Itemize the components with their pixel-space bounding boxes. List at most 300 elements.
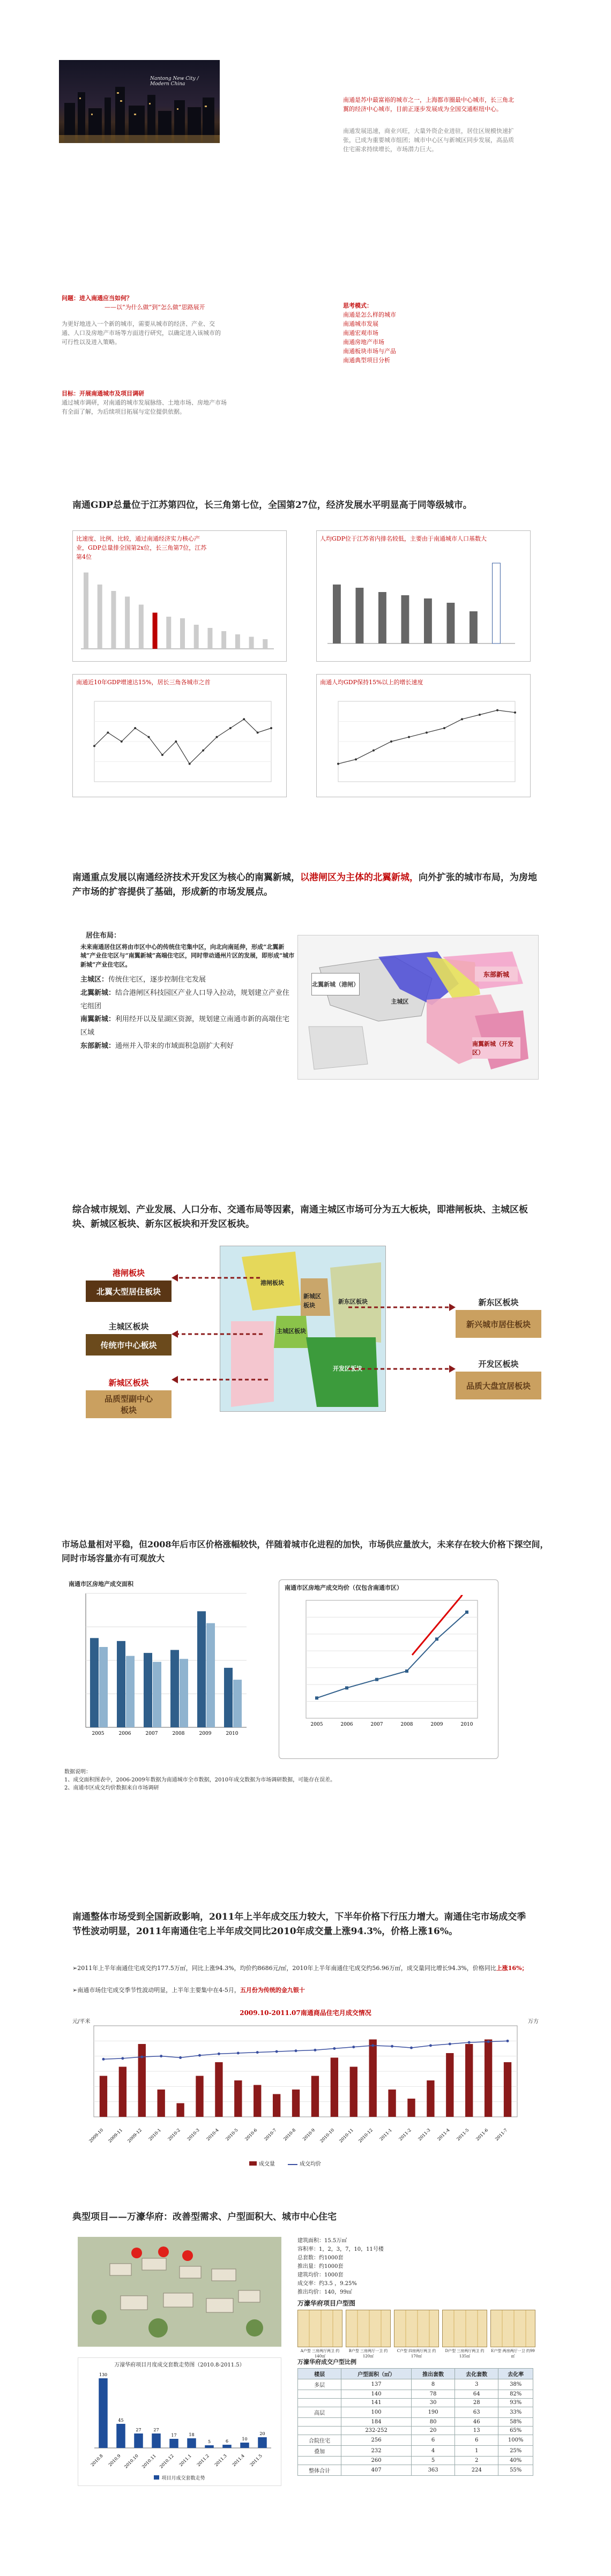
x-tick-label: 2010-9 [302,2128,316,2142]
x-tick-label: 2011.4 [231,2453,245,2468]
city-skyline-graphic [59,60,220,143]
info-line: 总套数：约1000套 [297,2255,344,2261]
table-cell: 28 [455,2399,498,2407]
bar [470,611,478,643]
price-point [256,2051,259,2054]
table-cell: 叠加 [298,2446,341,2457]
floor-plan-graphic [394,2310,439,2347]
bar [125,597,130,649]
table-cell: 256 [341,2435,412,2446]
table-cell [298,2427,341,2435]
live-title: 居住布局： [86,932,121,940]
table-row [298,2427,533,2435]
table-row [298,2446,533,2457]
think-block [343,301,504,365]
bar [139,605,144,649]
monthly-chart-title: 2009.10-2011.07南通商品住宅月成交情况 [240,2009,371,2017]
volume-bar [254,2085,261,2117]
city-layout-headline [72,871,539,900]
table-cell: 184 [341,2418,412,2427]
gdp-ranking-bar-chart [78,563,282,657]
bar [424,598,432,643]
data-point [202,750,204,752]
goal-title: 目标：开展南通城市及项目调研 [62,390,144,397]
trade-area-bar-chart [64,1588,257,1749]
data-point [355,758,357,760]
bar [263,639,267,649]
data-point [107,731,109,733]
city-night-photo [59,60,220,143]
live-item [80,987,295,1013]
unit-plan-caption: D户型 三房两厅两卫 约135㎡ [445,2349,485,2358]
live-layout-text [80,930,295,1053]
project-sales-bar-chart [78,2370,281,2472]
think-title: 思考模式： [343,302,372,309]
table-cell [298,2390,341,2399]
plate-name: 新城区板块 [108,1378,149,1388]
gdp-chart-panel-3 [72,674,287,797]
right-axis-label: 万方 [528,2019,539,2025]
photo-caption: Nantong New City / Modern China [150,76,199,87]
x-tick-label: 2011.3 [213,2453,228,2468]
bar [333,585,341,643]
volume-bar [196,2076,203,2117]
per-capita-growth-line-chart [322,696,526,792]
bar-series-a [224,1668,233,1727]
trade-area-chart-title: 南通市区房地产成交面积 [69,1581,133,1587]
unit-plan-caption: A户型 三房两厅两卫 约140㎡ [300,2349,340,2358]
bullet-text-red: 五月份为传统的金九银十 [240,1987,305,1994]
note-line: 数据说明： [64,1769,91,1775]
price-point [179,2056,182,2059]
table-cell: 65% [498,2427,533,2435]
table-cell: 3 [455,2379,498,2390]
series-line [338,710,515,764]
volume-bar [158,2090,165,2117]
live-intro: 未来南通居住区将由市区中心的传统住宅集中区，向北向南延伸，形成“北翼新城”产业住宅区与“南翼新城”高端住宅区，同时带动通州片区的发展，即形成“城市新城”产业住宅区。 [80,943,295,968]
price-point [160,2055,162,2057]
x-tick-label: 2010.10 [123,2453,139,2469]
bullet-text: 2011年上半年南通住宅成交约177.5万㎡，同比上涨94.3%，均价约8686元/㎡，2010年上半年南通住宅成交约56.96万㎡，成交量同比增长94.3%，价格同比 [77,1965,496,1972]
table-cell: 55% [498,2465,533,2476]
table-cell: 25% [498,2446,533,2457]
x-tick-label: 2008 [400,1722,413,1727]
note-line: 2、南通市区成交均价数据来自市场调研 [64,1785,159,1791]
x-tick-label: 2011-2 [398,2128,412,2142]
info-line: 建筑均价：1000套 [297,2272,344,2278]
bar-series-a [170,1650,179,1727]
data-point [270,727,272,729]
data-label: 5 [207,2439,211,2444]
table-cell: 20 [412,2427,455,2435]
sales-table-block [297,2357,533,2476]
price-point [468,2041,471,2044]
legend-item [288,2159,321,2167]
avg-price-line-chart [279,1595,494,1756]
x-tick-label: 2010.8 [90,2453,104,2468]
table-cell: 64 [455,2390,498,2399]
data-point [257,731,259,733]
data-point [479,714,481,716]
volume-bar [119,2067,126,2117]
data-point [408,736,410,738]
floor-plan-graphic [297,2310,342,2347]
think-item: 南通城市发展 [343,320,378,328]
bar [235,634,240,649]
monthly-bullet-2 [72,1986,533,1995]
live-item [80,974,295,987]
volume-bar [215,2062,222,2117]
data-point [426,731,428,733]
unit-plan-row [297,2310,539,2359]
table-cell: 4 [412,2446,455,2457]
x-tick-label: 2009-10 [88,2128,105,2144]
table-row [298,2390,533,2399]
data-point [93,745,95,747]
info-line: 成交率：约3.5 ，9.25% [297,2281,357,2287]
table-cell: 6 [412,2435,455,2446]
intro-red-text: 南通是苏中最富裕的城市之一，上海都市圈最中心城市，长三角北翼的经济中心城市，目前正逐步发展成为全国交通枢纽中心。 [343,96,514,113]
x-tick-label: 2010.11 [141,2453,157,2469]
question-body: 为更好地进入一个新的城市，需要从城市的经济、产业、交通、人口及房地产市场等方面进行研究，以确定进入该城市的可行性以及进入策略。 [62,320,221,346]
price-point [275,2050,278,2053]
volume-bar [446,2053,453,2117]
table-header-row [298,2369,533,2379]
table-cell [298,2418,341,2427]
table-cell: 80 [412,2418,455,2427]
volume-bar [485,2040,492,2117]
data-label: 18 [189,2432,195,2437]
intro-gray-text: 南通发展迅速，商业兴旺，大量外资企业进驻，居住区规模快速扩张，已成为重要城市组团；城市中心区与新城区同步发展，高品质住宅需求持续增长，市场潜力巨大。 [343,128,514,153]
floor-plan-graphic [346,2310,391,2347]
x-tick-label: 2010-4 [205,2128,220,2142]
bar [98,585,102,649]
unit-plan-caption: B户型 三房两厅一卫 约120㎡ [348,2349,388,2358]
x-tick-label: 2011.5 [249,2453,263,2468]
bullet-mark: ➢ [72,1987,78,1994]
think-item: 南通房地产市场 [343,339,384,346]
bar [207,628,212,649]
gdp-chart-4-title: 南通人均GDP保持15%以上的增长速度 [320,679,423,686]
plate-card-new-city [86,1377,172,1418]
bar-series-a [144,1653,152,1727]
bullet-text: 南通市场住宅成交季节性波动明显，上半年主要集中在4-5月， [77,1987,240,1994]
bullet-text-red: 上涨16%； [496,1965,528,1972]
legend-item [249,2159,275,2167]
table-cell: 38% [498,2379,533,2390]
bar [134,2433,143,2448]
bar-series-b [153,1662,161,1727]
table-cell: 224 [455,2465,498,2476]
gdp-chart-3-title: 南通近10年GDP增速达15%，居长三角各城市之首 [76,679,211,686]
volume-bar [369,2040,377,2117]
monthly-headline: 南通整体市场受到全国新政影响，2011年上半年成交压力较大，下半年价格下行压力增大。南通住宅市场成交季节性波动明显，2011年南通住宅上半年成交同比2010年成交量上涨94.3%，价格上涨16%。 [72,1912,526,1937]
project-sales-legend [78,2474,281,2481]
table-cell [298,2457,341,2465]
x-tick-label: 2010.12 [159,2453,175,2469]
data-point [229,727,232,729]
x-tick-label: 2010-1 [147,2128,162,2142]
sales-table [297,2368,533,2476]
table-cell: 13 [455,2427,498,2435]
data-label: 17 [171,2433,177,2438]
table-cell: 8 [412,2379,455,2390]
plate-desc: 新兴城市居住板块 [456,1310,541,1338]
x-tick-label: 2010-7 [263,2128,278,2142]
bar-series-b [99,1647,108,1727]
data-label: 6 [225,2439,229,2444]
price-point [198,2054,201,2057]
table-cell: 100% [498,2435,533,2446]
volume-bar [100,2076,107,2117]
price-point [410,2047,413,2049]
gdp-chart-1-note: 比速度、比例、比较，通过南通经济实力核心产业，GDP总量排全国第2x位，长三角第7位，江苏第4位 [76,535,207,561]
legend-label: 成交量 [259,2161,275,2167]
x-tick-label: 2010-5 [225,2128,239,2142]
legend-label: 项目月成交套数走势 [161,2476,205,2481]
price-point [218,2053,220,2055]
bar [222,2445,232,2448]
data-point [134,727,136,729]
data-label: 27 [153,2428,159,2432]
x-tick-label: 2011-6 [475,2128,489,2142]
volume-bar [407,2099,415,2117]
x-tick-label: 2008 [172,1731,185,1736]
x-tick-label: 2009 [199,1731,212,1736]
unit-plans-title: 万濠华府项目户型图 [297,2300,356,2307]
x-tick-label: 2010-8 [282,2128,297,2142]
volume-bar [465,2044,473,2117]
data-point [375,1678,378,1681]
bar [180,618,185,649]
price-line [317,1612,467,1698]
plot-area [306,1600,478,1718]
price-point [140,2056,143,2058]
unit-plan [297,2310,342,2359]
live-item-value: 结合港闸区科技园区产业人口导入拉动，规划建立产业住宅组团 [80,989,290,1010]
headline-part-red: 以港闸区为主体的北翼新城， [300,872,419,883]
x-tick-label: 2007 [145,1731,158,1736]
data-point [405,1669,408,1673]
info-line: 建筑面积：15.5万㎡ [297,2238,347,2244]
x-tick-label: 2005 [92,1731,105,1736]
map-plate-label: 开发区板块 [333,1365,362,1372]
table-cell: 多层 [298,2379,341,2390]
live-item-value: 通州并入带来的市域面积急剧扩大利好 [115,1042,234,1050]
legend-label: 成交均价 [300,2161,321,2167]
table-header-cell: 户型面积（㎡） [341,2369,412,2379]
table-header-cell: 楼层 [298,2369,341,2379]
unit-plans [297,2298,539,2359]
table-row [298,2418,533,2427]
floor-plan-graphic [442,2310,487,2347]
bar-series-a [197,1611,206,1727]
bar [356,588,364,643]
x-tick-label: 2010 [460,1722,473,1727]
plate-card-main [86,1321,172,1356]
x-tick-label: 2011-3 [417,2128,431,2142]
data-point [514,712,516,714]
bar [258,2437,267,2448]
volume-bar [350,2067,357,2117]
volume-bar [273,2094,280,2117]
plate-name: 开发区板块 [478,1359,519,1369]
table-cell: 33% [498,2407,533,2418]
volume-bar [311,2076,319,2117]
volume-bar [234,2080,242,2117]
bar [249,637,254,649]
table-cell: 46 [455,2418,498,2427]
goal-body: 通过城市调研，对南通的城市发展脉络、土地市场、房地产市场有全面了解，为后续项目拓展与定位提供依据。 [62,399,227,416]
x-tick-label: 2011-1 [378,2128,393,2142]
table-header-cell: 去化套数 [455,2369,498,2379]
x-tick-label: 2009-11 [107,2128,124,2144]
data-point [390,740,392,743]
bar [194,625,199,649]
price-point [352,2046,355,2048]
unit-plan [490,2310,535,2359]
info-line: 容积率：1，2，3，7，10，11号楼 [297,2246,384,2252]
table-cell: 63 [455,2407,498,2418]
table-cell: 140 [341,2390,412,2399]
map-label-main: 主城区 [391,998,409,1005]
bar [205,2445,214,2448]
data-point [189,763,191,765]
bar-series-a [117,1641,125,1727]
table-cell: 141 [341,2399,412,2407]
goal-block [62,389,228,416]
project-info [297,2237,458,2297]
table-cell [298,2399,341,2407]
bar [152,2433,161,2448]
data-label: 130 [99,2372,108,2377]
sales-table-title: 万濠华府成交户型比例 [297,2358,356,2365]
gdp-headline: 南通GDP总量位于江苏第四位，长三角第七位，全国第27位，经济发展水平明显高于同等级城市。 [72,500,472,511]
monthly-combo-chart [72,2023,539,2152]
project-aerial-photo [78,2237,281,2347]
plate-name: 港闸板块 [112,1268,145,1278]
question-block [62,294,222,347]
table-row [298,2435,533,2446]
x-tick-label: 2006 [340,1722,353,1727]
table-row [298,2407,533,2418]
x-tick-label: 2007 [370,1722,383,1727]
table-cell: 260 [341,2457,412,2465]
table-cell: 190 [412,2407,455,2418]
data-point [372,750,375,752]
bar [116,2424,125,2448]
x-tick-label: 2009 [430,1722,443,1727]
x-tick-label: 2011.2 [196,2453,210,2468]
plate-card-dev-zone [456,1358,541,1399]
bullet-mark: ➢ [72,1965,78,1972]
unit-plan [346,2310,391,2359]
map-plate-label: 港闸板块 [260,1279,284,1286]
data-point [215,736,218,738]
price-point [237,2052,240,2055]
live-item-key: 主城区： [80,976,109,984]
plate-desc: 北翼大型居住板块 [86,1280,172,1302]
data-label: 45 [118,2418,124,2423]
note-line: 1、成交面积图表中，2006-2009年数据为南通城市全市数据，2010年成交数据为市场调研数据，可能存在误差。 [64,1777,336,1783]
data-point [496,709,498,712]
price-point [121,2057,124,2060]
city-layout-map [297,935,539,1080]
price-point [506,2040,509,2042]
data-point [443,727,445,729]
bar [111,591,116,649]
plate-desc: 传统市中心板块 [86,1334,172,1356]
x-tick-label: 2010 [226,1731,239,1736]
bar [99,2378,108,2448]
plate-headline: 综合城市规划、产业发展、人口分布、交通布局等因素，南通主城区市场可分为五大板块，即港闸板块、主城区板块、新城区板块、新东区板块和开发区板块。 [72,1204,528,1230]
data-label: 27 [136,2428,141,2432]
unit-plan [442,2310,487,2359]
think-item: 南通宏观市场 [343,330,378,337]
volume-bar [388,2090,396,2117]
table-cell: 78 [412,2390,455,2399]
plate-name: 主城区板块 [108,1322,149,1331]
x-tick-label: 2011.1 [178,2453,192,2468]
x-tick-label: 2005 [310,1722,323,1727]
avg-price-chart-panel [279,1579,498,1759]
plate-card-new-east [456,1297,541,1338]
project-headline: 典型项目——万濠华府：改善型需求、户型面积大、城市中心住宅 [72,2212,337,2222]
table-cell: 6 [455,2435,498,2446]
gdp-chart-2-title: 人均GDP位于江苏省内排名较低，主要由于南通城市人口基数大 [320,535,487,542]
volume-bar [427,2080,434,2117]
data-point [148,736,150,738]
think-item: 南通典型项目分析 [343,357,390,364]
trend-arrow [412,1596,461,1655]
price-point [333,2047,336,2050]
table-cell: 合院住宅 [298,2435,341,2446]
bar [169,2439,178,2448]
table-cell: 1 [455,2446,498,2457]
monthly-chart-panel [72,2008,539,2171]
price-point [371,2044,374,2047]
map-plate-label: 新城区板块 [303,1293,321,1309]
headline-part-2: 向外扩张的城市布局，为房地产市场的扩容提供了基础，形成新的市场发展点。 [72,872,537,898]
data-point [435,1637,438,1641]
price-point [487,2040,490,2043]
x-tick-label: 2011-4 [436,2128,451,2142]
bar [166,617,171,649]
table-cell: 5 [412,2457,455,2465]
bar [153,613,158,649]
project-sales-chart-title: 万濠华府项目月度成交套数走势图（2010.8-2011.5） [114,2362,245,2368]
bar-series-b [206,1623,215,1727]
map-plate-label: 主城区板块 [277,1328,306,1335]
data-point [461,718,463,720]
bar [187,2438,196,2448]
x-tick-label: 2010-2 [167,2128,182,2142]
table-cell: 2 [455,2457,498,2465]
gdp-chart-panel-1 [72,530,287,662]
x-tick-label: 2010.9 [107,2453,122,2468]
bar [401,595,409,643]
table-cell: 232 [341,2446,412,2457]
table-row [298,2379,533,2390]
monthly-bullet-1 [72,1964,533,1973]
volume-bar [504,2062,511,2117]
table-cell: 363 [412,2465,455,2476]
table-cell: 232-252 [341,2427,412,2435]
volume-bar [138,2044,146,2117]
avg-price-chart-title: 南通市区房地产成交均价（仅包含南通市区） [285,1584,403,1591]
x-tick-label: 2010-6 [244,2128,258,2142]
table-cell: 40% [498,2457,533,2465]
